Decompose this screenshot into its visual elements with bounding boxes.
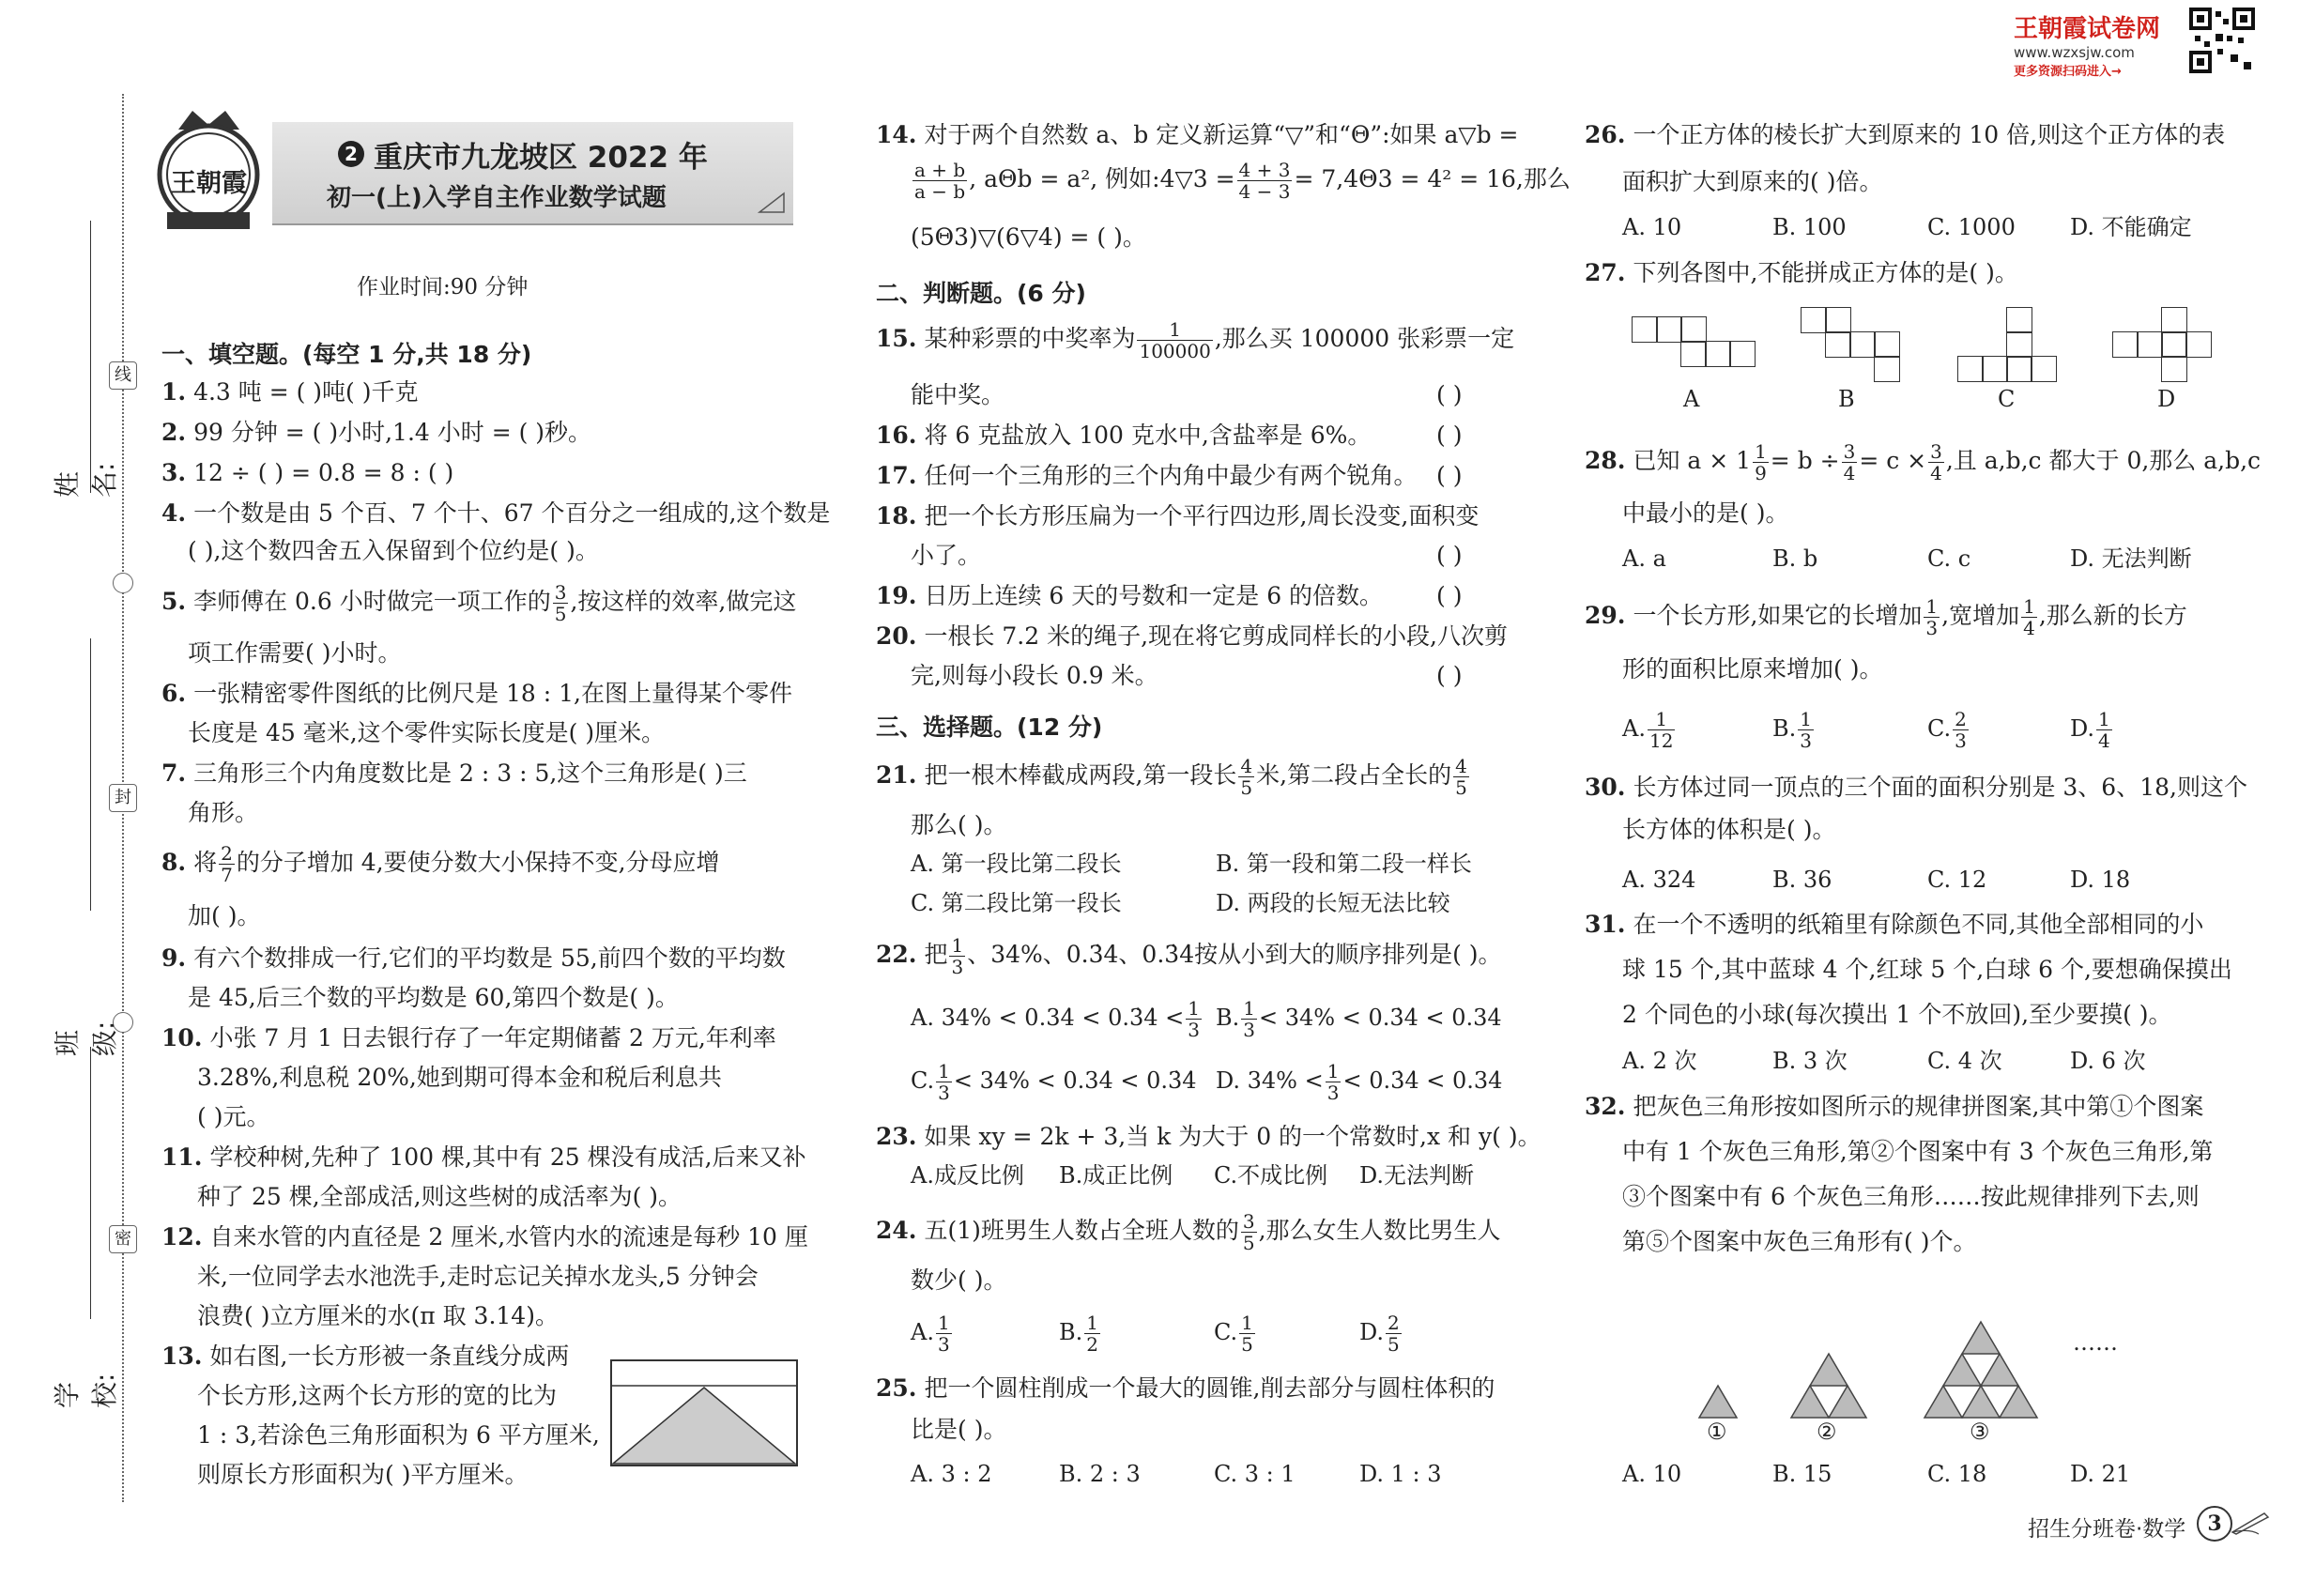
option-d[interactable]: D. $\frac{2}{5}$: [1359, 1312, 1400, 1356]
option-c[interactable]: C. 第二段比第一段长: [911, 890, 1122, 916]
question-21-line2: 那么( )。: [911, 811, 1007, 838]
question-32-line3: ③个图案中有 6 个灰色三角形……按此规律排列下去,则: [1622, 1183, 2200, 1210]
question-30-line2: 长方体的体积是( )。: [1622, 816, 1836, 843]
question-28-line2: 中最小的是( )。: [1622, 499, 1789, 527]
question-12-line2: 米,一位同学去水池洗手,走时忘记关掉水龙头,5 分钟会: [197, 1263, 759, 1290]
question-17: 17. 任何一个三角形的三个内角中最少有两个锐角。: [876, 462, 1418, 489]
question-25: 25. 把一个圆柱削成一个最大的圆锥,削去部分与圆柱体积的: [876, 1374, 1495, 1402]
fraction: $\frac{1}{3}$: [1326, 1060, 1340, 1104]
option-c[interactable]: C. 4 次: [1927, 1048, 2002, 1074]
question-31-options: [1622, 1042, 2146, 1080]
question-1: 1. 4.3 吨 = ( )吨( )千克: [161, 378, 419, 406]
option-b[interactable]: B. b: [1772, 545, 1818, 572]
question-15: 15. 某种彩票的中奖率为 $\frac{1}{100000}$ ,那么买 100000 张彩票一定: [876, 318, 1515, 362]
school-label: 学 校:: [52, 1373, 120, 1408]
question-6-line2: 长度是 45 毫米,这个零件实际长度是( )厘米。: [188, 719, 666, 746]
question-19: 19. 日历上连续 6 天的号数和一定是 6 的倍数。: [876, 582, 1384, 609]
question-12-line3: 浪费( )立方厘米的水(π 取 3.14)。: [197, 1302, 559, 1329]
question-18-line2: 小了。: [911, 542, 982, 569]
option-b[interactable]: B. $\frac{1}{2}$: [1059, 1312, 1098, 1356]
fraction: $\frac{3}{5}$: [1242, 1210, 1255, 1254]
question-24: 24. 五(1)班男生人数占全班人数的 $\frac{3}{5}$ ,那么女生人数比男生人: [876, 1210, 1501, 1254]
option-c[interactable]: C. 3 : 1: [1214, 1461, 1296, 1487]
question-29-line2: 形的面积比原来增加( )。: [1622, 655, 1883, 683]
option-d[interactable]: D. 不能确定: [2070, 214, 2192, 240]
answer-paren-15: ( ): [1436, 381, 1463, 408]
option-a[interactable]: A. 34% < 0.34̇ < 0.3̇4̇ < $\frac{1}{3}$: [911, 997, 1201, 1041]
fraction: $\frac{1}{100000}$: [1139, 318, 1211, 362]
question-25-line2: 比是( )。: [911, 1416, 1007, 1443]
question-27: 27. 下列各图中,不能拼成正方体的是( )。: [1585, 259, 2018, 286]
q32-triangle-pattern: [1680, 1267, 2093, 1427]
question-16: 16. 将 6 克盐放入 100 克水中,含盐率是 6%。: [876, 422, 1372, 449]
option-d[interactable]: D.无法判断: [1359, 1162, 1475, 1189]
question-4: 4. 一个数是由 5 个百、7 个十、67 个百分之一组成的,这个数是: [161, 499, 831, 527]
q27-option-d[interactable]: D: [2157, 386, 2176, 412]
question-14: 14. 对于两个自然数 a、b 定义新运算“▽”和“Θ”:如果 a▽b =: [876, 121, 1519, 148]
question-18: 18. 把一个长方形压扁为一个平行四边形,周长没变,面积变: [876, 502, 1480, 529]
q13-rectangle-figure: [610, 1359, 798, 1471]
question-6: 6. 一张精密零件图纸的比例尺是 18 : 1,在图上量得某个零件: [161, 680, 792, 707]
option-b[interactable]: B. 2 : 3: [1059, 1461, 1141, 1487]
option-a[interactable]: A. a: [1622, 545, 1666, 572]
question-2: 2. 99 分钟 = ( )小时,1.4 小时 = ( )秒。: [161, 419, 592, 446]
question-7: 7. 三角形三个内角度数比是 2 : 3 : 5,这个三角形是( )三: [161, 760, 747, 787]
class-field-line: [90, 638, 91, 911]
answer-paren-16: ( ): [1436, 422, 1463, 449]
option-a[interactable]: A. 第一段比第二段长: [911, 851, 1122, 877]
answer-paren-20: ( ): [1436, 662, 1463, 689]
answer-paren-17: ( ): [1436, 462, 1463, 489]
section-3-title: 三、选择题。(12 分): [876, 714, 1103, 741]
option-d[interactable]: D. 21: [2070, 1461, 2131, 1487]
question-30: 30. 长方体过同一顶点的三个面的面积分别是 3、6、18,则这个: [1585, 774, 2247, 801]
question-20-line2: 完,则每小段长 0.9 米。: [911, 662, 1158, 689]
fraction: $\frac{4 + 3}{4 - 3}$: [1238, 159, 1291, 203]
option-b[interactable]: B. 3 次: [1772, 1048, 1848, 1074]
question-11: 11. 学校种树,先种了 100 棵,其中有 25 棵没有成活,后来又补: [161, 1143, 806, 1171]
question-21-options: [911, 845, 1472, 882]
question-9: 9. 有六个数排成一行,它们的平均数是 55,前四个数的平均数: [161, 944, 786, 972]
question-31: 31. 在一个不透明的纸箱里有除颜色不同,其他全部相同的小: [1585, 911, 2204, 938]
q27-net-c: [1957, 307, 2061, 391]
q27-net-b: [1801, 307, 1894, 391]
question-26-line2: 面积扩大到原来的( )倍。: [1622, 168, 1883, 195]
class-label: 班 级:: [52, 1021, 120, 1056]
option-b[interactable]: B.成正比例: [1059, 1162, 1173, 1189]
question-7-line2: 角形。: [188, 799, 259, 826]
option-b[interactable]: B. 第一段和第二段一样长: [1216, 851, 1472, 877]
q32-pattern-label-1: ①: [1707, 1419, 1727, 1445]
question-22-options: [911, 998, 1502, 1040]
option-c[interactable]: C. $\frac{1}{3}$ < 34% < 0.34̇ < 0.3̇4̇: [911, 1060, 1197, 1104]
question-13: 13. 如右图,一长方形被一条直线分成两: [161, 1343, 570, 1370]
question-10-line3: ( )元。: [197, 1103, 270, 1130]
option-c[interactable]: C. c: [1927, 545, 1971, 572]
question-22-options-2: [911, 1061, 1502, 1103]
page-number: 3: [2197, 1506, 2232, 1542]
question-31-line2: 球 15 个,其中蓝球 4 个,红球 5 个,白球 6 个,要想确保摸出: [1622, 956, 2232, 983]
q27-option-b[interactable]: B: [1838, 386, 1855, 412]
fraction: $\frac{2}{5}$: [1388, 1312, 1400, 1356]
title-badge: 2: [338, 141, 364, 167]
question-10-line2: 3.28%,利息税 20%,她到期可得本金和税后利息共: [197, 1064, 722, 1091]
fraction: $\frac{3}{4}$: [1930, 440, 1942, 484]
fraction: $\frac{1}{3}$: [1243, 997, 1255, 1041]
footer-label: 招生分班卷·数学: [2028, 1517, 2186, 1542]
qr-code-icon: [2189, 8, 2255, 73]
fraction: $\frac{1}{3}$: [938, 1060, 950, 1104]
question-32-line4: 第⑤个图案中灰色三角形有( )个。: [1622, 1228, 1977, 1255]
option-c[interactable]: C. 12: [1927, 867, 1987, 893]
fraction: $\frac{1}{3}$: [1188, 997, 1201, 1041]
option-d[interactable]: D. 6 次: [2070, 1048, 2146, 1074]
option-c[interactable]: C. 18: [1927, 1461, 1987, 1487]
question-26: 26. 一个正方体的棱长扩大到原来的 10 倍,则这个正方体的表: [1585, 121, 2226, 148]
question-8-line2: 加( )。: [188, 902, 261, 929]
option-a[interactable]: A. 10: [1622, 1461, 1682, 1487]
option-d[interactable]: D. $\frac{1}{4}$: [2070, 708, 2110, 752]
question-5: 5. 李师傅在 0.6 小时做完一项工作的 $\frac{3}{5}$ ,按这样的效率,做完这: [161, 581, 797, 625]
question-15-line2: 能中奖。: [911, 381, 1005, 408]
question-20: 20. 一根长 7.2 米的绳子,现在将它剪成同样长的小段,八次剪: [876, 622, 1509, 650]
fraction: $\frac{3}{4}$: [1843, 440, 1856, 484]
option-b[interactable]: B. $\frac{1}{3}$ < 34% < 0.3̇4̇ < 0.34̇: [1216, 997, 1502, 1041]
question-25-options: [911, 1455, 1442, 1493]
name-label: 姓 名:: [52, 462, 120, 498]
fraction: $\frac{2}{3}$: [1955, 708, 1967, 752]
option-d[interactable]: D. 两段的长短无法比较: [1216, 890, 1450, 916]
question-9-line2: 是 45,后三个数的平均数是 60,第四个数是( )。: [188, 984, 679, 1011]
answer-paren-18: ( ): [1436, 542, 1463, 569]
fraction: $\frac{3}{5}$: [554, 581, 567, 625]
fraction: $\frac{1}{9}$: [1755, 440, 1767, 484]
brand-slogan: 更多资源扫码进入→: [2014, 65, 2122, 79]
question-14-line3: (5Θ3)▽(6▽4) = ( )。: [911, 223, 1146, 251]
question-21-options-2: [911, 884, 1450, 922]
question-28: 28. 已知 a × 1 $\frac{1}{9}$ = b ÷ $\frac{3}{4}$ = c × $\frac{3}{4}$ ,且 a,b,c 都大于 0,那么 a,b,c: [1585, 440, 2262, 484]
seal-xian: 线: [109, 361, 137, 390]
fraction: $\frac{a + b}{a - b}$: [914, 159, 966, 203]
option-a[interactable]: A. 3 : 2: [911, 1461, 992, 1487]
fraction: $\frac{1}{4}$: [2098, 708, 2110, 752]
question-30-options: [1622, 861, 2130, 898]
option-d[interactable]: D. 34% < $\frac{1}{3}$ < 0.3̇4̇ < 0.34̇: [1216, 1060, 1503, 1104]
question-28-options: [1622, 540, 2192, 577]
option-a[interactable]: A. 2 次: [1622, 1048, 1697, 1074]
fraction: $\frac{1}{3}$: [951, 934, 964, 978]
section-2-title: 二、判断题。(6 分): [876, 280, 1086, 307]
fraction: $\frac{1}{4}$: [2023, 595, 2035, 639]
option-b[interactable]: B. 100: [1772, 214, 1847, 240]
brand-url: www.wzxsjw.com: [2014, 44, 2135, 61]
q32-pattern-label-3: ③: [1970, 1419, 1990, 1445]
page-subtitle: 初一(上)入学自主作业数学试题: [327, 184, 667, 212]
q27-net-a: [1632, 316, 1754, 373]
question-14-line2: $\frac{a + b}{a - b}$ , aΘb = a², 例如:4▽3 = $\frac{4 + 3}{4 - 3}$ = 7,4Θ3 = 4² = 16,那么: [914, 159, 1571, 203]
pen-icon: [2231, 1508, 2272, 1540]
question-13-line3: 1 : 3,若涂色三角形面积为 6 平方厘米,: [197, 1421, 600, 1449]
seal-feng: 封: [109, 784, 137, 812]
exam-time: 作业时间:90 分钟: [357, 275, 529, 299]
section-1-title: 一、填空题。(每空 1 分,共 18 分): [161, 341, 532, 368]
option-b[interactable]: B. $\frac{1}{3}$: [1772, 708, 1812, 752]
answer-paren-19: ( ): [1436, 582, 1463, 609]
q27-option-a[interactable]: A: [1683, 386, 1700, 412]
question-23-options: [911, 1157, 1474, 1194]
seal-mi: 密: [109, 1225, 137, 1253]
question-8: 8. 将 $\frac{2}{7}$ 的分子增加 4,要使分数大小保持不变,分母应增: [161, 842, 720, 886]
option-d[interactable]: D. 1 : 3: [1359, 1461, 1442, 1487]
question-29-options: [1622, 709, 2114, 751]
question-13-line2: 个长方形,这两个长方形的宽的比为: [197, 1382, 557, 1409]
binding-hole-icon: [113, 573, 133, 593]
question-24-line2: 数少( )。: [911, 1266, 1007, 1294]
fraction: $\frac{1}{3}$: [937, 1312, 950, 1356]
option-c[interactable]: C.不成比例: [1214, 1162, 1328, 1189]
question-10: 10. 小张 7 月 1 日去银行存了一年定期储蓄 2 万元,年利率: [161, 1024, 776, 1051]
q27-option-c[interactable]: C: [1998, 386, 2016, 412]
fraction: $\frac{4}{5}$: [1240, 755, 1253, 799]
option-c[interactable]: C. $\frac{2}{3}$: [1927, 708, 1967, 752]
question-32-line2: 中有 1 个灰色三角形,第②个图案中有 3 个灰色三角形,第: [1622, 1138, 2214, 1165]
question-4-line2: ( ),这个数四舍五入保留到个位约是( )。: [188, 537, 599, 564]
option-a[interactable]: A. 10: [1622, 214, 1682, 240]
triangle-ruler-icon: [758, 192, 786, 218]
question-21: 21. 把一根木棒截成两段,第一段长 $\frac{4}{5}$ 米,第二段占全长的 $\frac{4}{5}$: [876, 755, 1467, 799]
q32-pattern-dots: ……: [2073, 1329, 2118, 1356]
question-12: 12. 自来水管的内直径是 2 厘米,水管内水的流速是每秒 10 厘: [161, 1223, 808, 1251]
fraction: $\frac{1}{3}$: [1800, 708, 1812, 752]
question-31-line3: 2 个同色的小球(每次摸出 1 个不放回),至少要摸( )。: [1622, 1001, 2172, 1028]
question-26-options: [1622, 208, 2192, 246]
question-32-options: [1622, 1455, 2130, 1493]
question-29: 29. 一个长方形,如果它的长增加 $\frac{1}{3}$ ,宽增加 $\frac{1}{4}$ ,那么新的长方: [1585, 595, 2187, 639]
option-a[interactable]: A. $\frac{1}{3}$: [911, 1312, 950, 1356]
school-field-line: [90, 1047, 91, 1319]
fraction: $\frac{1}{12}$: [1648, 708, 1674, 752]
question-32: 32. 把灰色三角形按如图所示的规律拼图案,其中第①个图案: [1585, 1093, 2204, 1120]
question-24-options: [911, 1312, 1403, 1355]
fraction: $\frac{1}{5}$: [1241, 1312, 1253, 1356]
emblem-text: 王朝霞: [171, 169, 247, 198]
question-11-line2: 种了 25 棵,全部成活,则这些树的成活率为( )。: [197, 1183, 682, 1210]
fraction: $\frac{1}{3}$: [1925, 595, 1939, 639]
option-b[interactable]: B. 36: [1772, 867, 1832, 893]
option-a[interactable]: A.成反比例: [911, 1162, 1024, 1189]
fraction: $\frac{2}{7}$: [221, 842, 233, 886]
question-13-line4: 则原长方形面积为( )平方厘米。: [197, 1461, 529, 1488]
fraction: $\frac{4}{5}$: [1455, 755, 1467, 799]
q32-pattern-label-2: ②: [1817, 1419, 1837, 1445]
page-title: 重庆市九龙坡区 2022 年: [374, 141, 708, 175]
header-banner: [272, 122, 793, 225]
name-field-line: [90, 221, 91, 493]
question-22: 22. 把 $\frac{1}{3}$ 、34%、0.3̇4、0.3̇4̇按从小到大的顺序排列是( )。: [876, 934, 1502, 978]
question-23: 23. 如果 xy = 2k + 3,当 k 为大于 0 的一个常数时,x 和 y( )。: [876, 1123, 1541, 1150]
option-d[interactable]: D. 18: [2070, 867, 2131, 893]
option-a[interactable]: A. $\frac{1}{12}$: [1622, 708, 1674, 752]
option-a[interactable]: A. 324: [1622, 867, 1696, 893]
q27-net-d: [2112, 307, 2216, 391]
option-d[interactable]: D. 无法判断: [2070, 545, 2192, 572]
fraction: $\frac{1}{2}$: [1086, 1312, 1098, 1356]
option-b[interactable]: B. 15: [1772, 1461, 1832, 1487]
emblem-logo: [150, 101, 268, 233]
question-5-line2: 项工作需要( )小时。: [188, 639, 402, 667]
option-c[interactable]: C. $\frac{1}{5}$: [1214, 1312, 1253, 1356]
option-c[interactable]: C. 1000: [1927, 214, 2016, 240]
question-3: 3. 12 ÷ ( ) = 0.8 = 8 : ( ): [161, 459, 454, 486]
brand-name: 王朝霞试卷网: [2014, 15, 2161, 43]
